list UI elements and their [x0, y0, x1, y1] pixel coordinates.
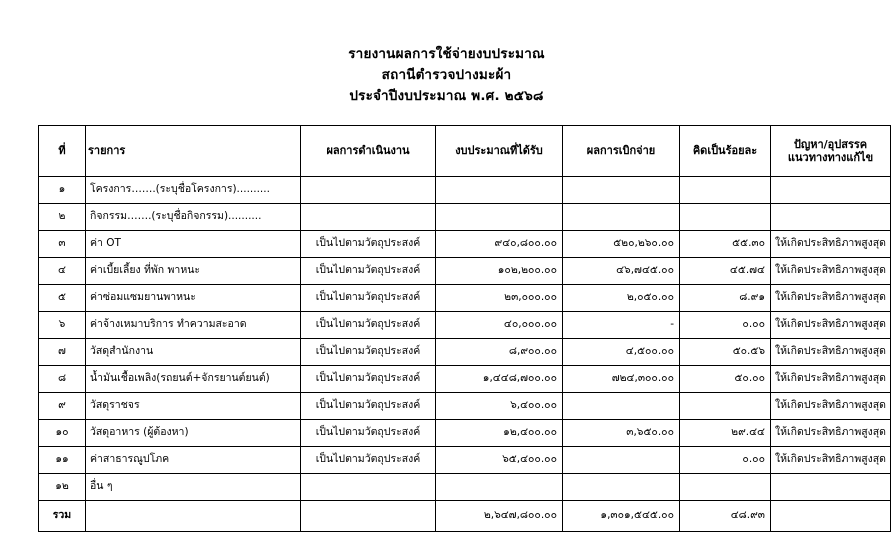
cell-note: ให้เกิดประสิทธิภาพสูงสุด [771, 446, 891, 473]
cell-no: ๖ [39, 311, 86, 338]
cell-percent: ๕๐.๕๖ [680, 338, 771, 365]
summary-percent: ๔๘.๙๓ [680, 500, 771, 531]
table-row [39, 284, 891, 311]
cell-item: ค่าสาธารณูปโภค [86, 446, 301, 473]
cell-item: กิจกรรม…….(ระบุชื่อกิจกรรม).......... [86, 203, 301, 230]
cell-note: ให้เกิดประสิทธิภาพสูงสุด [771, 392, 891, 419]
cell-no: ๗ [39, 338, 86, 365]
cell-item: ค่าซ่อมแซมยานพาหนะ [86, 284, 301, 311]
cell-no: ๑๐ [39, 419, 86, 446]
summary-budget: ๒,๖๔๗,๘๐๐.๐๐ [436, 500, 563, 531]
cell-no: ๙ [39, 392, 86, 419]
table-header-row [39, 125, 891, 176]
header-item: รายการ [86, 125, 301, 176]
summary-note [771, 500, 891, 531]
cell-budget [436, 473, 563, 500]
cell-item: น้ำมันเชื้อเพลิง(รถยนต์+จักรยานต์ยนต์) [86, 365, 301, 392]
cell-note: ให้เกิดประสิทธิภาพสูงสุด [771, 419, 891, 446]
cell-operation: เป็นไปตามวัตถุประสงค์ [301, 338, 436, 365]
cell-paid [563, 176, 680, 203]
cell-budget [436, 176, 563, 203]
table-header [39, 125, 891, 176]
cell-note: ให้เกิดประสิทธิภาพสูงสุด [771, 230, 891, 257]
cell-budget: ๖,๔๐๐.๐๐ [436, 392, 563, 419]
cell-budget: ๔๐,๐๐๐.๐๐ [436, 311, 563, 338]
cell-no: ๒ [39, 203, 86, 230]
cell-paid: ๔,๕๐๐.๐๐ [563, 338, 680, 365]
cell-budget: ๘,๙๐๐.๐๐ [436, 338, 563, 365]
cell-percent: ๐.๐๐ [680, 311, 771, 338]
cell-operation: เป็นไปตามวัตถุประสงค์ [301, 392, 436, 419]
header-note-line-2: แนวทางทางแก้ไข [787, 150, 874, 164]
cell-percent: ๐.๐๐ [680, 446, 771, 473]
cell-budget: ๒๓,๐๐๐.๐๐ [436, 284, 563, 311]
cell-percent [680, 473, 771, 500]
budget-report-table [38, 125, 891, 532]
table-row [39, 230, 891, 257]
cell-budget: ๑,๔๔๘,๗๐๐.๐๐ [436, 365, 563, 392]
cell-paid [563, 203, 680, 230]
cell-item: ค่าจ้างเหมาบริการ ทำความสะอาด [86, 311, 301, 338]
table-body [39, 176, 891, 531]
cell-item: ค่า OT [86, 230, 301, 257]
cell-no: ๑๒ [39, 473, 86, 500]
cell-paid [563, 392, 680, 419]
cell-no: ๑๑ [39, 446, 86, 473]
cell-paid: - [563, 311, 680, 338]
cell-budget: ๑๐๒,๒๐๐.๐๐ [436, 257, 563, 284]
cell-paid: ๔๖,๗๔๕.๐๐ [563, 257, 680, 284]
cell-operation [301, 473, 436, 500]
summary-item [86, 500, 301, 531]
cell-item: วัสดุราชจร [86, 392, 301, 419]
cell-operation: เป็นไปตามวัตถุประสงค์ [301, 230, 436, 257]
report-title-line-1: รายงานผลการใช้จ่ายงบประมาณ [348, 46, 545, 62]
cell-percent: ๔๕.๗๔ [680, 257, 771, 284]
cell-budget: ๙๔๐,๘๐๐.๐๐ [436, 230, 563, 257]
cell-operation: เป็นไปตามวัตถุประสงค์ [301, 257, 436, 284]
report-title-line-2: สถานีตำรวจปางมะผ้า [381, 66, 512, 83]
cell-paid [563, 446, 680, 473]
table-summary-row [39, 500, 891, 531]
cell-paid [563, 473, 680, 500]
cell-operation: เป็นไปตามวัตถุประสงค์ [301, 311, 436, 338]
cell-no: ๑ [39, 176, 86, 203]
cell-note [771, 473, 891, 500]
cell-operation: เป็นไปตามวัตถุประสงค์ [301, 284, 436, 311]
header-no: ที่ [39, 125, 86, 176]
cell-note [771, 203, 891, 230]
report-title-line-3: ประจำปีงบประมาณ พ.ศ. ๒๕๖๘ [349, 87, 544, 104]
table-row [39, 311, 891, 338]
table-row [39, 473, 891, 500]
table-row [39, 446, 891, 473]
cell-paid: ๕๒๐,๒๖๐.๐๐ [563, 230, 680, 257]
header-budget: งบประมาณที่ได้รับ [436, 125, 563, 176]
table-row [39, 338, 891, 365]
cell-note: ให้เกิดประสิทธิภาพสูงสุด [771, 311, 891, 338]
cell-paid: ๒,๐๕๐.๐๐ [563, 284, 680, 311]
header-paid: ผลการเบิกจ่าย [563, 125, 680, 176]
cell-percent [680, 392, 771, 419]
cell-budget [436, 203, 563, 230]
cell-item: วัสดุอาหาร (ผู้ต้องหา) [86, 419, 301, 446]
cell-item: วัสดุสำนักงาน [86, 338, 301, 365]
table-row [39, 203, 891, 230]
cell-budget: ๖๕,๔๐๐.๐๐ [436, 446, 563, 473]
cell-item: โครงการ…….(ระบุชื่อโครงการ).......... [86, 176, 301, 203]
cell-no: ๕ [39, 284, 86, 311]
cell-operation [301, 203, 436, 230]
table-row [39, 257, 891, 284]
report-title-block [38, 44, 855, 107]
cell-operation: เป็นไปตามวัตถุประสงค์ [301, 446, 436, 473]
cell-percent [680, 176, 771, 203]
cell-note [771, 176, 891, 203]
cell-note: ให้เกิดประสิทธิภาพสูงสุด [771, 365, 891, 392]
cell-no: ๓ [39, 230, 86, 257]
cell-percent: ๕๐.๐๐ [680, 365, 771, 392]
cell-paid: ๓,๖๕๐.๐๐ [563, 419, 680, 446]
cell-percent: ๕๕.๓๐ [680, 230, 771, 257]
cell-budget: ๑๒,๔๐๐.๐๐ [436, 419, 563, 446]
cell-no: ๔ [39, 257, 86, 284]
cell-operation [301, 176, 436, 203]
header-percent: คิดเป็นร้อยละ [680, 125, 771, 176]
table-row [39, 419, 891, 446]
table-row [39, 176, 891, 203]
summary-label: รวม [39, 500, 86, 531]
table-row [39, 365, 891, 392]
cell-no: ๘ [39, 365, 86, 392]
cell-note: ให้เกิดประสิทธิภาพสูงสุด [771, 257, 891, 284]
cell-percent [680, 203, 771, 230]
cell-operation: เป็นไปตามวัตถุประสงค์ [301, 419, 436, 446]
summary-operation [301, 500, 436, 531]
header-note [771, 125, 891, 176]
cell-note: ให้เกิดประสิทธิภาพสูงสุด [771, 338, 891, 365]
header-note-line-1: ปัญหา/อุปสรรค [793, 137, 868, 151]
cell-item: อื่น ๆ [86, 473, 301, 500]
summary-paid: ๑,๓๐๑,๕๔๕.๐๐ [563, 500, 680, 531]
cell-paid: ๗๒๔,๓๐๐.๐๐ [563, 365, 680, 392]
cell-percent: ๒๙.๔๔ [680, 419, 771, 446]
cell-item: ค่าเบี้ยเลี้ยง ที่พัก พาหนะ [86, 257, 301, 284]
table-row [39, 392, 891, 419]
cell-operation: เป็นไปตามวัตถุประสงค์ [301, 365, 436, 392]
cell-percent: ๘.๙๑ [680, 284, 771, 311]
header-operation: ผลการดำเนินงาน [301, 125, 436, 176]
cell-note: ให้เกิดประสิทธิภาพสูงสุด [771, 284, 891, 311]
